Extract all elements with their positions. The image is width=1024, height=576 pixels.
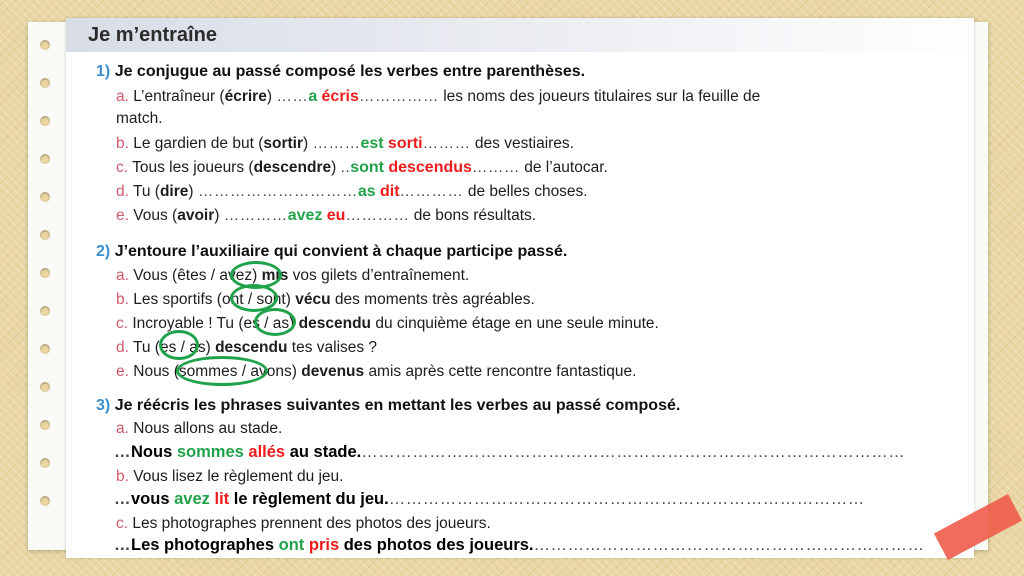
blank-dots: …… bbox=[276, 88, 309, 105]
ex3-item-b-prompt bbox=[116, 468, 343, 486]
ex1-item-e bbox=[116, 207, 536, 225]
ex2-item-c bbox=[116, 315, 659, 333]
answer-subject: Nous bbox=[131, 443, 173, 461]
ex2-instruction-text: J’entoure l’auxiliaire qui convient à chaque participe passé. bbox=[114, 243, 568, 260]
answer-auxiliary: est bbox=[360, 135, 384, 152]
binder-hole bbox=[40, 382, 50, 392]
item-verb: descendu bbox=[298, 315, 372, 332]
answer-participle: pris bbox=[308, 536, 340, 554]
ex3-item-a-prompt bbox=[116, 420, 282, 438]
binder-hole bbox=[40, 458, 50, 468]
item-verb: dire bbox=[159, 183, 189, 200]
item-text: Vous (êtes / avez) bbox=[133, 267, 258, 284]
worksheet-page bbox=[66, 18, 974, 558]
answer-circle-es-d bbox=[159, 330, 199, 360]
answer-rest: au stade. bbox=[289, 443, 362, 461]
binder-hole bbox=[40, 154, 50, 164]
blank-dots: ………………………………………………………………………… bbox=[388, 490, 865, 508]
answer-rest: des photos des joueurs. bbox=[343, 536, 534, 554]
item-text: des vestiaires. bbox=[474, 135, 574, 152]
item-text: Nous allons au stade. bbox=[133, 420, 283, 437]
item-text: tes valises ? bbox=[291, 339, 378, 356]
item-letter: a. bbox=[116, 88, 129, 105]
ex1-instruction bbox=[96, 63, 585, 81]
item-verb: vécu bbox=[295, 291, 331, 308]
item-text: Les photographes prennent des photos des joueurs. bbox=[132, 515, 491, 532]
answer-circle-es bbox=[254, 308, 296, 336]
binder-hole bbox=[40, 268, 50, 278]
item-text: du cinquième étage en une seule minute. bbox=[375, 315, 659, 332]
binder-hole bbox=[40, 40, 50, 50]
ex3-instruction bbox=[96, 397, 680, 415]
answer-subject: Les photographes bbox=[131, 536, 275, 554]
item-letter: c. bbox=[116, 515, 129, 532]
item-verb: sortir bbox=[263, 135, 303, 152]
answer-participle: écris bbox=[321, 88, 359, 105]
item-text: de bons résultats. bbox=[413, 207, 537, 224]
ex2-item-b bbox=[116, 291, 535, 309]
item-text: ) bbox=[266, 88, 272, 105]
blank-dots: …………………………………………………………… bbox=[533, 536, 925, 554]
ex3-instruction-text: Je réécris les phrases suivantes en mettant les verbes au passé composé. bbox=[114, 397, 681, 414]
blank-dots: ……… bbox=[471, 159, 520, 176]
item-letter: d. bbox=[116, 339, 129, 356]
item-verb: écrire bbox=[224, 88, 267, 105]
answer-participle: sorti bbox=[387, 135, 423, 152]
item-text: de l’autocar. bbox=[524, 159, 608, 176]
blank-dots: ………………………… bbox=[197, 183, 358, 200]
page-title: Je m’entraîne bbox=[88, 24, 217, 46]
ex2-item-d bbox=[116, 339, 377, 357]
blank-dots: ……… bbox=[422, 135, 471, 152]
item-text: ) bbox=[214, 207, 220, 224]
ex1-item-c bbox=[116, 159, 608, 177]
item-verb: descendre bbox=[253, 159, 332, 176]
ex1-item-b bbox=[116, 135, 574, 153]
blank-dots: ……… bbox=[312, 135, 361, 152]
item-text: Les sportifs (ont / sont) bbox=[133, 291, 291, 308]
ex3-item-a-answer bbox=[114, 443, 905, 462]
blank-dots: … bbox=[114, 536, 131, 554]
answer-participle: dit bbox=[379, 183, 400, 200]
item-letter: b. bbox=[116, 468, 129, 485]
answer-participle: eu bbox=[326, 207, 346, 224]
binder-hole bbox=[40, 192, 50, 202]
answer-auxiliary: avez bbox=[174, 490, 210, 508]
ex1-instruction-text: Je conjugue au passé composé les verbes entre parenthèses. bbox=[114, 63, 586, 80]
item-text: vos gilets d’entraînement. bbox=[292, 267, 470, 284]
answer-rest: le règlement du jeu. bbox=[233, 490, 389, 508]
answer-circle-sommes bbox=[176, 356, 268, 386]
item-verb: devenus bbox=[301, 363, 365, 380]
ex3-item-c-prompt bbox=[116, 515, 491, 533]
binder-hole bbox=[40, 344, 50, 354]
answer-auxiliary: a bbox=[308, 88, 318, 105]
answer-auxiliary: sont bbox=[350, 159, 385, 176]
item-letter: b. bbox=[116, 135, 129, 152]
item-text: ) bbox=[303, 135, 309, 152]
item-verb: descendu bbox=[215, 339, 288, 356]
page-header bbox=[66, 18, 974, 52]
ex2-number: 2) bbox=[96, 243, 111, 260]
item-text: Nous (sommes / avons) bbox=[133, 363, 297, 380]
ex1-item-d bbox=[116, 183, 588, 201]
binder-hole bbox=[40, 420, 50, 430]
item-letter: e. bbox=[116, 207, 129, 224]
item-text: Tu (es / as) bbox=[132, 339, 211, 356]
item-text: Incroyable ! Tu (es / as) bbox=[132, 315, 295, 332]
blank-dots: …………………………………………………………………………………… bbox=[361, 443, 906, 461]
item-letter: a. bbox=[116, 420, 129, 437]
item-text: les noms des joueurs titulaires sur la feuille de bbox=[443, 88, 761, 105]
binder-hole bbox=[40, 306, 50, 316]
item-text: L’entraîneur ( bbox=[133, 88, 225, 105]
answer-auxiliary: as bbox=[357, 183, 376, 200]
item-text: des moments très agréables. bbox=[334, 291, 535, 308]
item-verb: mis bbox=[261, 267, 289, 284]
item-letter: a. bbox=[116, 267, 129, 284]
answer-auxiliary: sommes bbox=[176, 443, 244, 461]
ex3-number: 3) bbox=[96, 397, 111, 414]
item-text: de belles choses. bbox=[467, 183, 588, 200]
ex1-item-a bbox=[116, 88, 760, 106]
binder-hole bbox=[40, 496, 50, 506]
ex2-item-a bbox=[116, 267, 469, 285]
item-text: ) bbox=[188, 183, 194, 200]
blank-dots: ………… bbox=[223, 207, 288, 224]
ex3-item-b-answer bbox=[114, 490, 865, 509]
ex3-item-c-answer bbox=[114, 536, 925, 555]
item-text: ) bbox=[331, 159, 337, 176]
item-text: Tu ( bbox=[132, 183, 160, 200]
binder-hole bbox=[40, 78, 50, 88]
item-letter: e. bbox=[116, 363, 129, 380]
answer-auxiliary: ont bbox=[278, 536, 305, 554]
answer-participle: allés bbox=[248, 443, 286, 461]
ex2-instruction bbox=[96, 243, 567, 261]
item-text: Vous lisez le règlement du jeu. bbox=[133, 468, 344, 485]
blank-dots: ………… bbox=[399, 183, 464, 200]
item-letter: b. bbox=[116, 291, 129, 308]
item-text: Le gardien de but ( bbox=[133, 135, 264, 152]
answer-participle: descendus bbox=[388, 159, 472, 176]
item-text: Tous les joueurs ( bbox=[132, 159, 254, 176]
ex1-number: 1) bbox=[96, 63, 111, 80]
answer-participle: lit bbox=[214, 490, 230, 508]
item-verb: avoir bbox=[177, 207, 215, 224]
blank-dots: … bbox=[114, 490, 131, 508]
answer-auxiliary: avez bbox=[287, 207, 323, 224]
binder-hole bbox=[40, 116, 50, 126]
ex1-item-a-continuation: match. bbox=[116, 110, 163, 127]
binder-hole bbox=[40, 230, 50, 240]
item-text: amis après cette rencontre fantastique. bbox=[368, 363, 637, 380]
blank-dots: …………… bbox=[358, 88, 439, 105]
item-text: Vous ( bbox=[133, 207, 178, 224]
item-letter: c. bbox=[116, 159, 129, 176]
answer-subject: vous bbox=[131, 490, 170, 508]
item-letter: c. bbox=[116, 315, 129, 332]
blank-dots: .. bbox=[340, 159, 351, 176]
item-letter: d. bbox=[116, 183, 129, 200]
blank-dots: ………… bbox=[345, 207, 410, 224]
blank-dots: … bbox=[114, 443, 131, 461]
